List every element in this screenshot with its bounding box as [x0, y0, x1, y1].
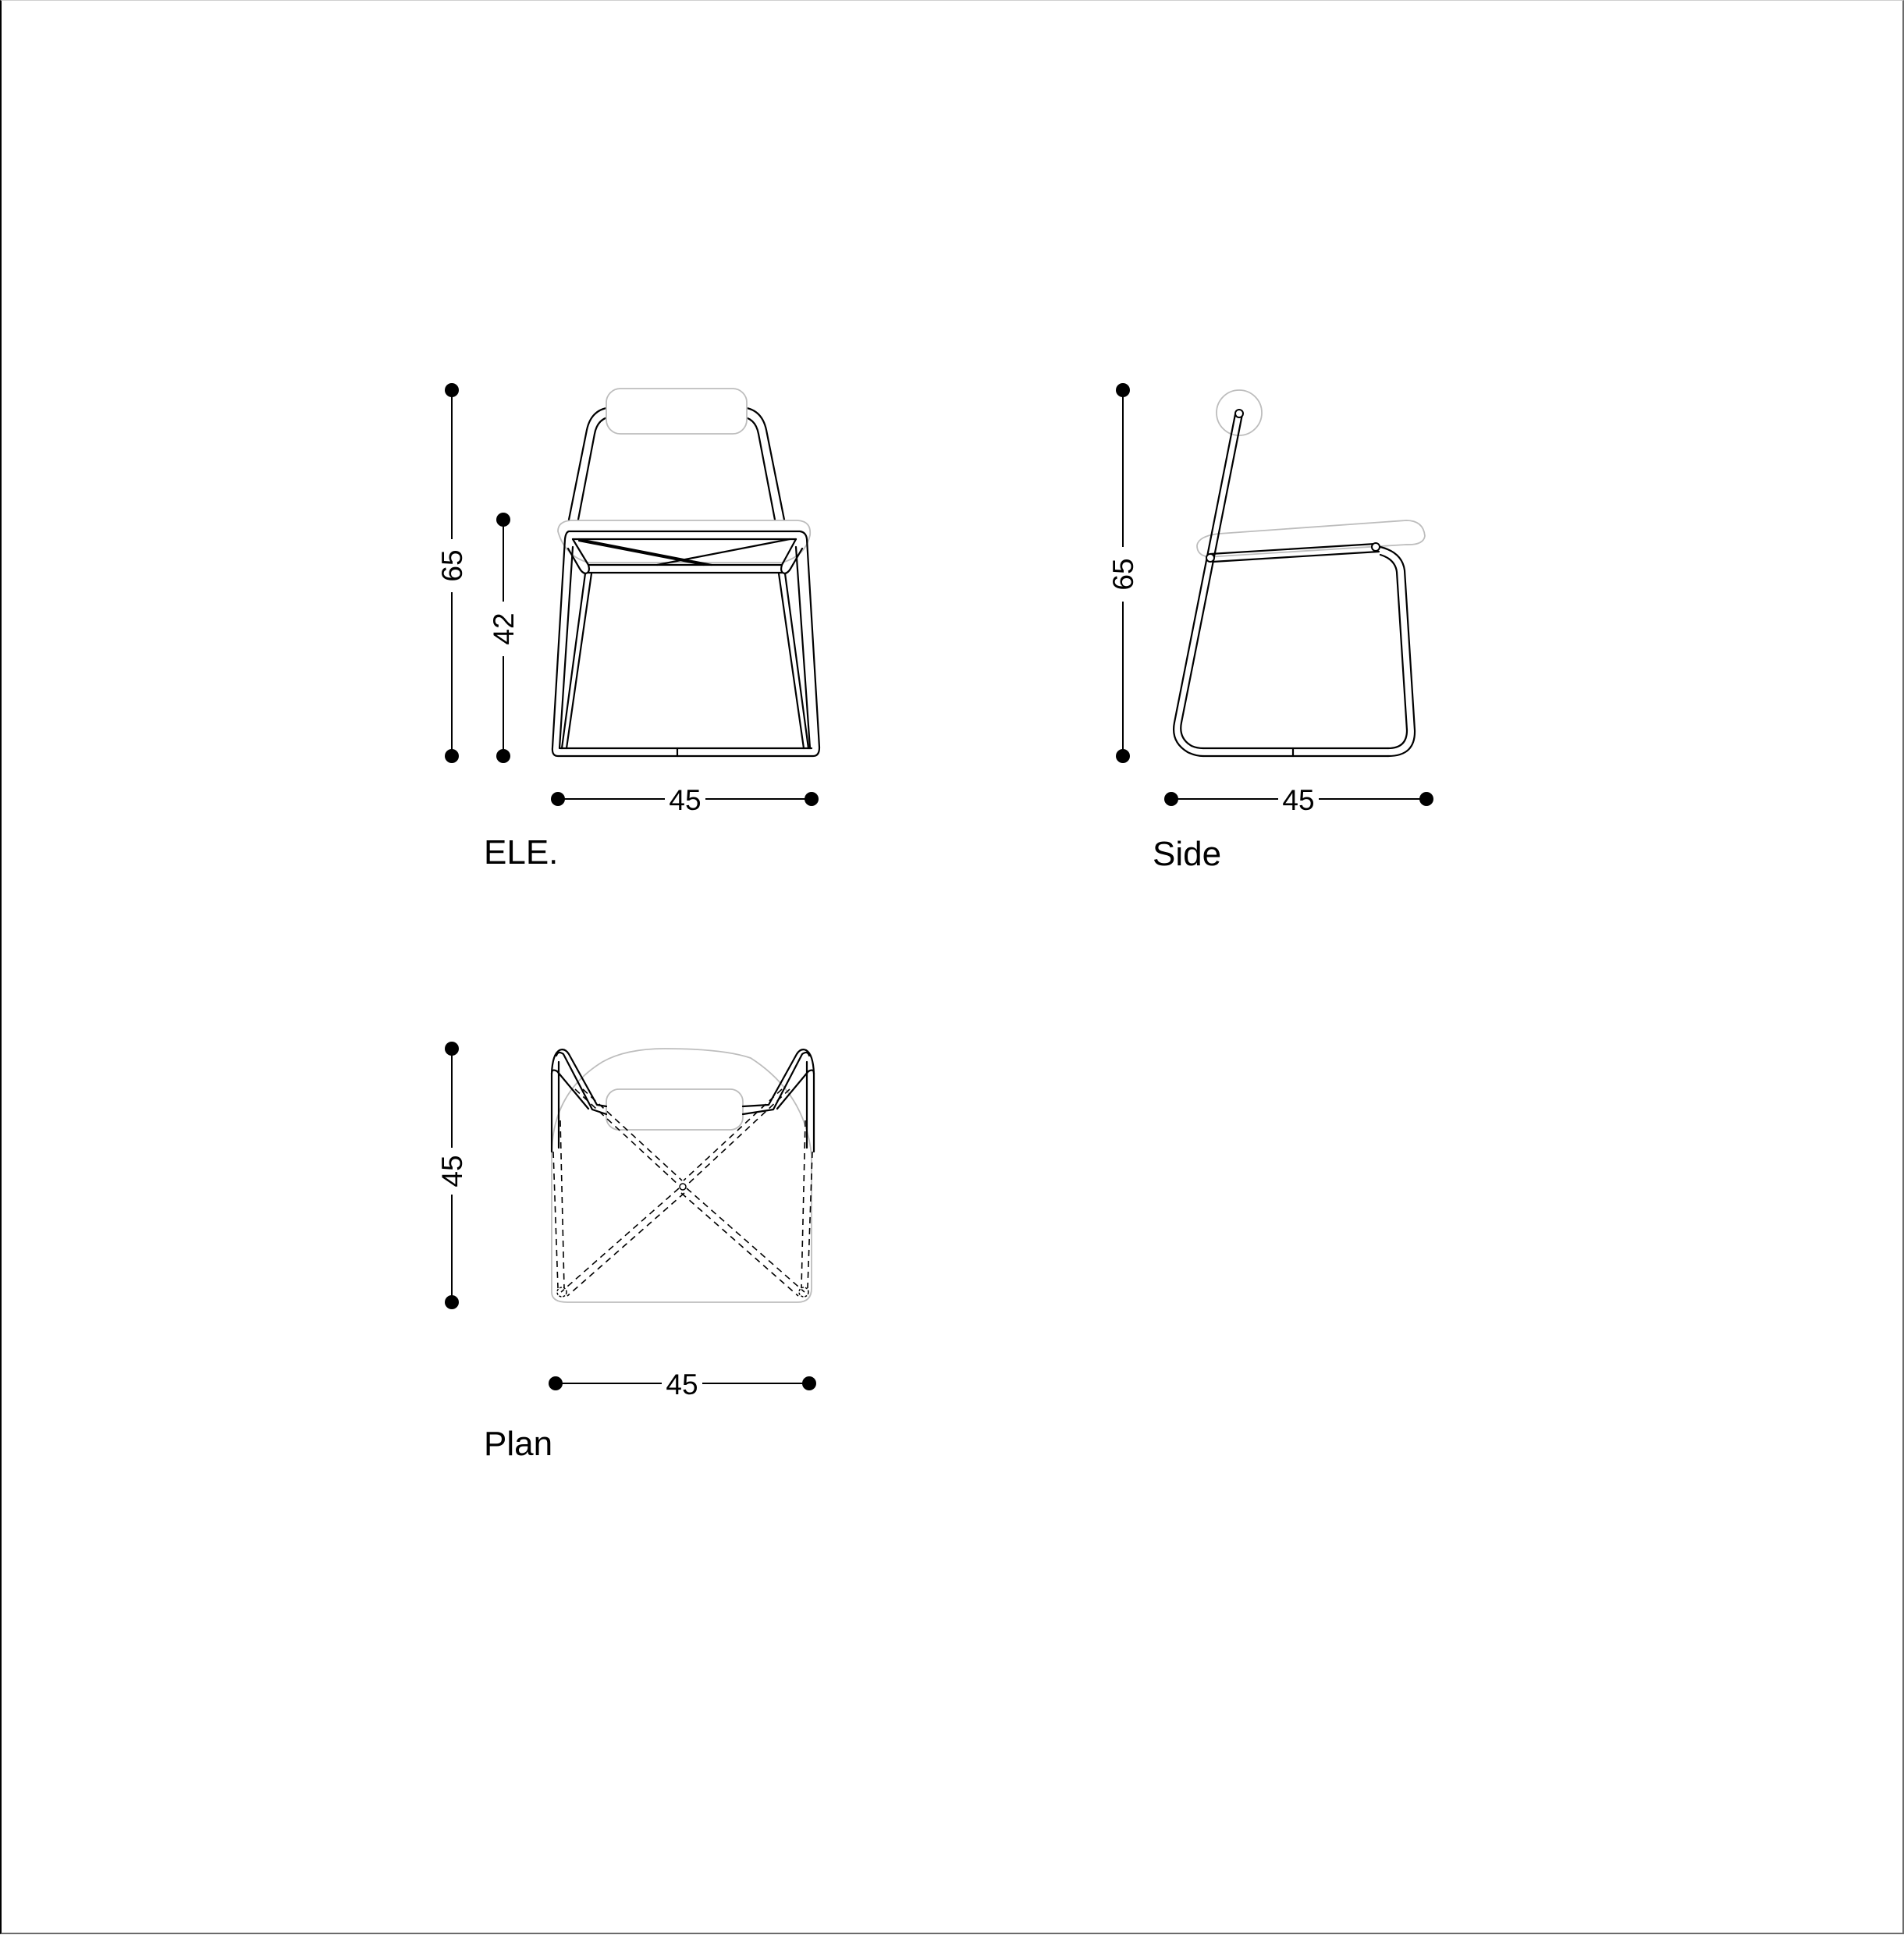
- dimension-endpoint-icon: [445, 1295, 459, 1309]
- tube-joint-icon: [1372, 543, 1380, 551]
- elevation-width-label: 45: [669, 784, 702, 816]
- elevation-width-dimension: [551, 784, 819, 816]
- backrest-cushion: [606, 389, 747, 434]
- elevation-seat-height-dimension: [488, 513, 520, 763]
- side-height-label: 65: [1107, 558, 1139, 591]
- dimension-endpoint-icon: [445, 1042, 459, 1056]
- elevation-view: [436, 383, 819, 872]
- plan-backrest-cushion: [606, 1089, 743, 1130]
- dimension-endpoint-icon: [445, 383, 459, 397]
- side-view-title: Side: [1153, 835, 1222, 873]
- dimension-endpoint-icon: [1419, 792, 1433, 806]
- chair-drawing: [2, 1, 1904, 1935]
- elevation-view-title: ELE.: [484, 833, 559, 872]
- side-depth-label: 45: [1282, 784, 1315, 816]
- plan-width-dimension: [549, 1369, 816, 1401]
- dimension-endpoint-icon: [549, 1376, 563, 1390]
- dimension-endpoint-icon: [496, 749, 510, 763]
- side-depth-dimension: [1164, 784, 1433, 816]
- dimension-endpoint-icon: [551, 792, 565, 806]
- dimension-endpoint-icon: [805, 792, 819, 806]
- dimension-endpoint-icon: [1164, 792, 1178, 806]
- dimension-endpoint-icon: [1116, 749, 1130, 763]
- cross-joint-icon: [680, 1184, 686, 1190]
- plan-view: [436, 1042, 816, 1463]
- seat-cushion: [558, 520, 810, 563]
- elevation-height-dimension: [436, 383, 468, 763]
- plan-depth-label: 45: [436, 1155, 468, 1188]
- plan-width-label: 45: [666, 1369, 698, 1401]
- dimension-endpoint-icon: [496, 513, 510, 527]
- side-height-dimension: [1107, 383, 1139, 763]
- plan-depth-dimension: [436, 1042, 468, 1309]
- side-view: [1107, 383, 1433, 873]
- tube-joint-icon: [1206, 554, 1214, 562]
- dimension-endpoint-icon: [802, 1376, 816, 1390]
- dimension-endpoint-icon: [1116, 383, 1130, 397]
- tube-end-icon: [1235, 410, 1243, 417]
- dimension-endpoint-icon: [445, 749, 459, 763]
- elevation-seat-height-label: 42: [488, 612, 520, 645]
- plan-view-title: Plan: [484, 1425, 553, 1463]
- elevation-height-label: 65: [436, 549, 468, 582]
